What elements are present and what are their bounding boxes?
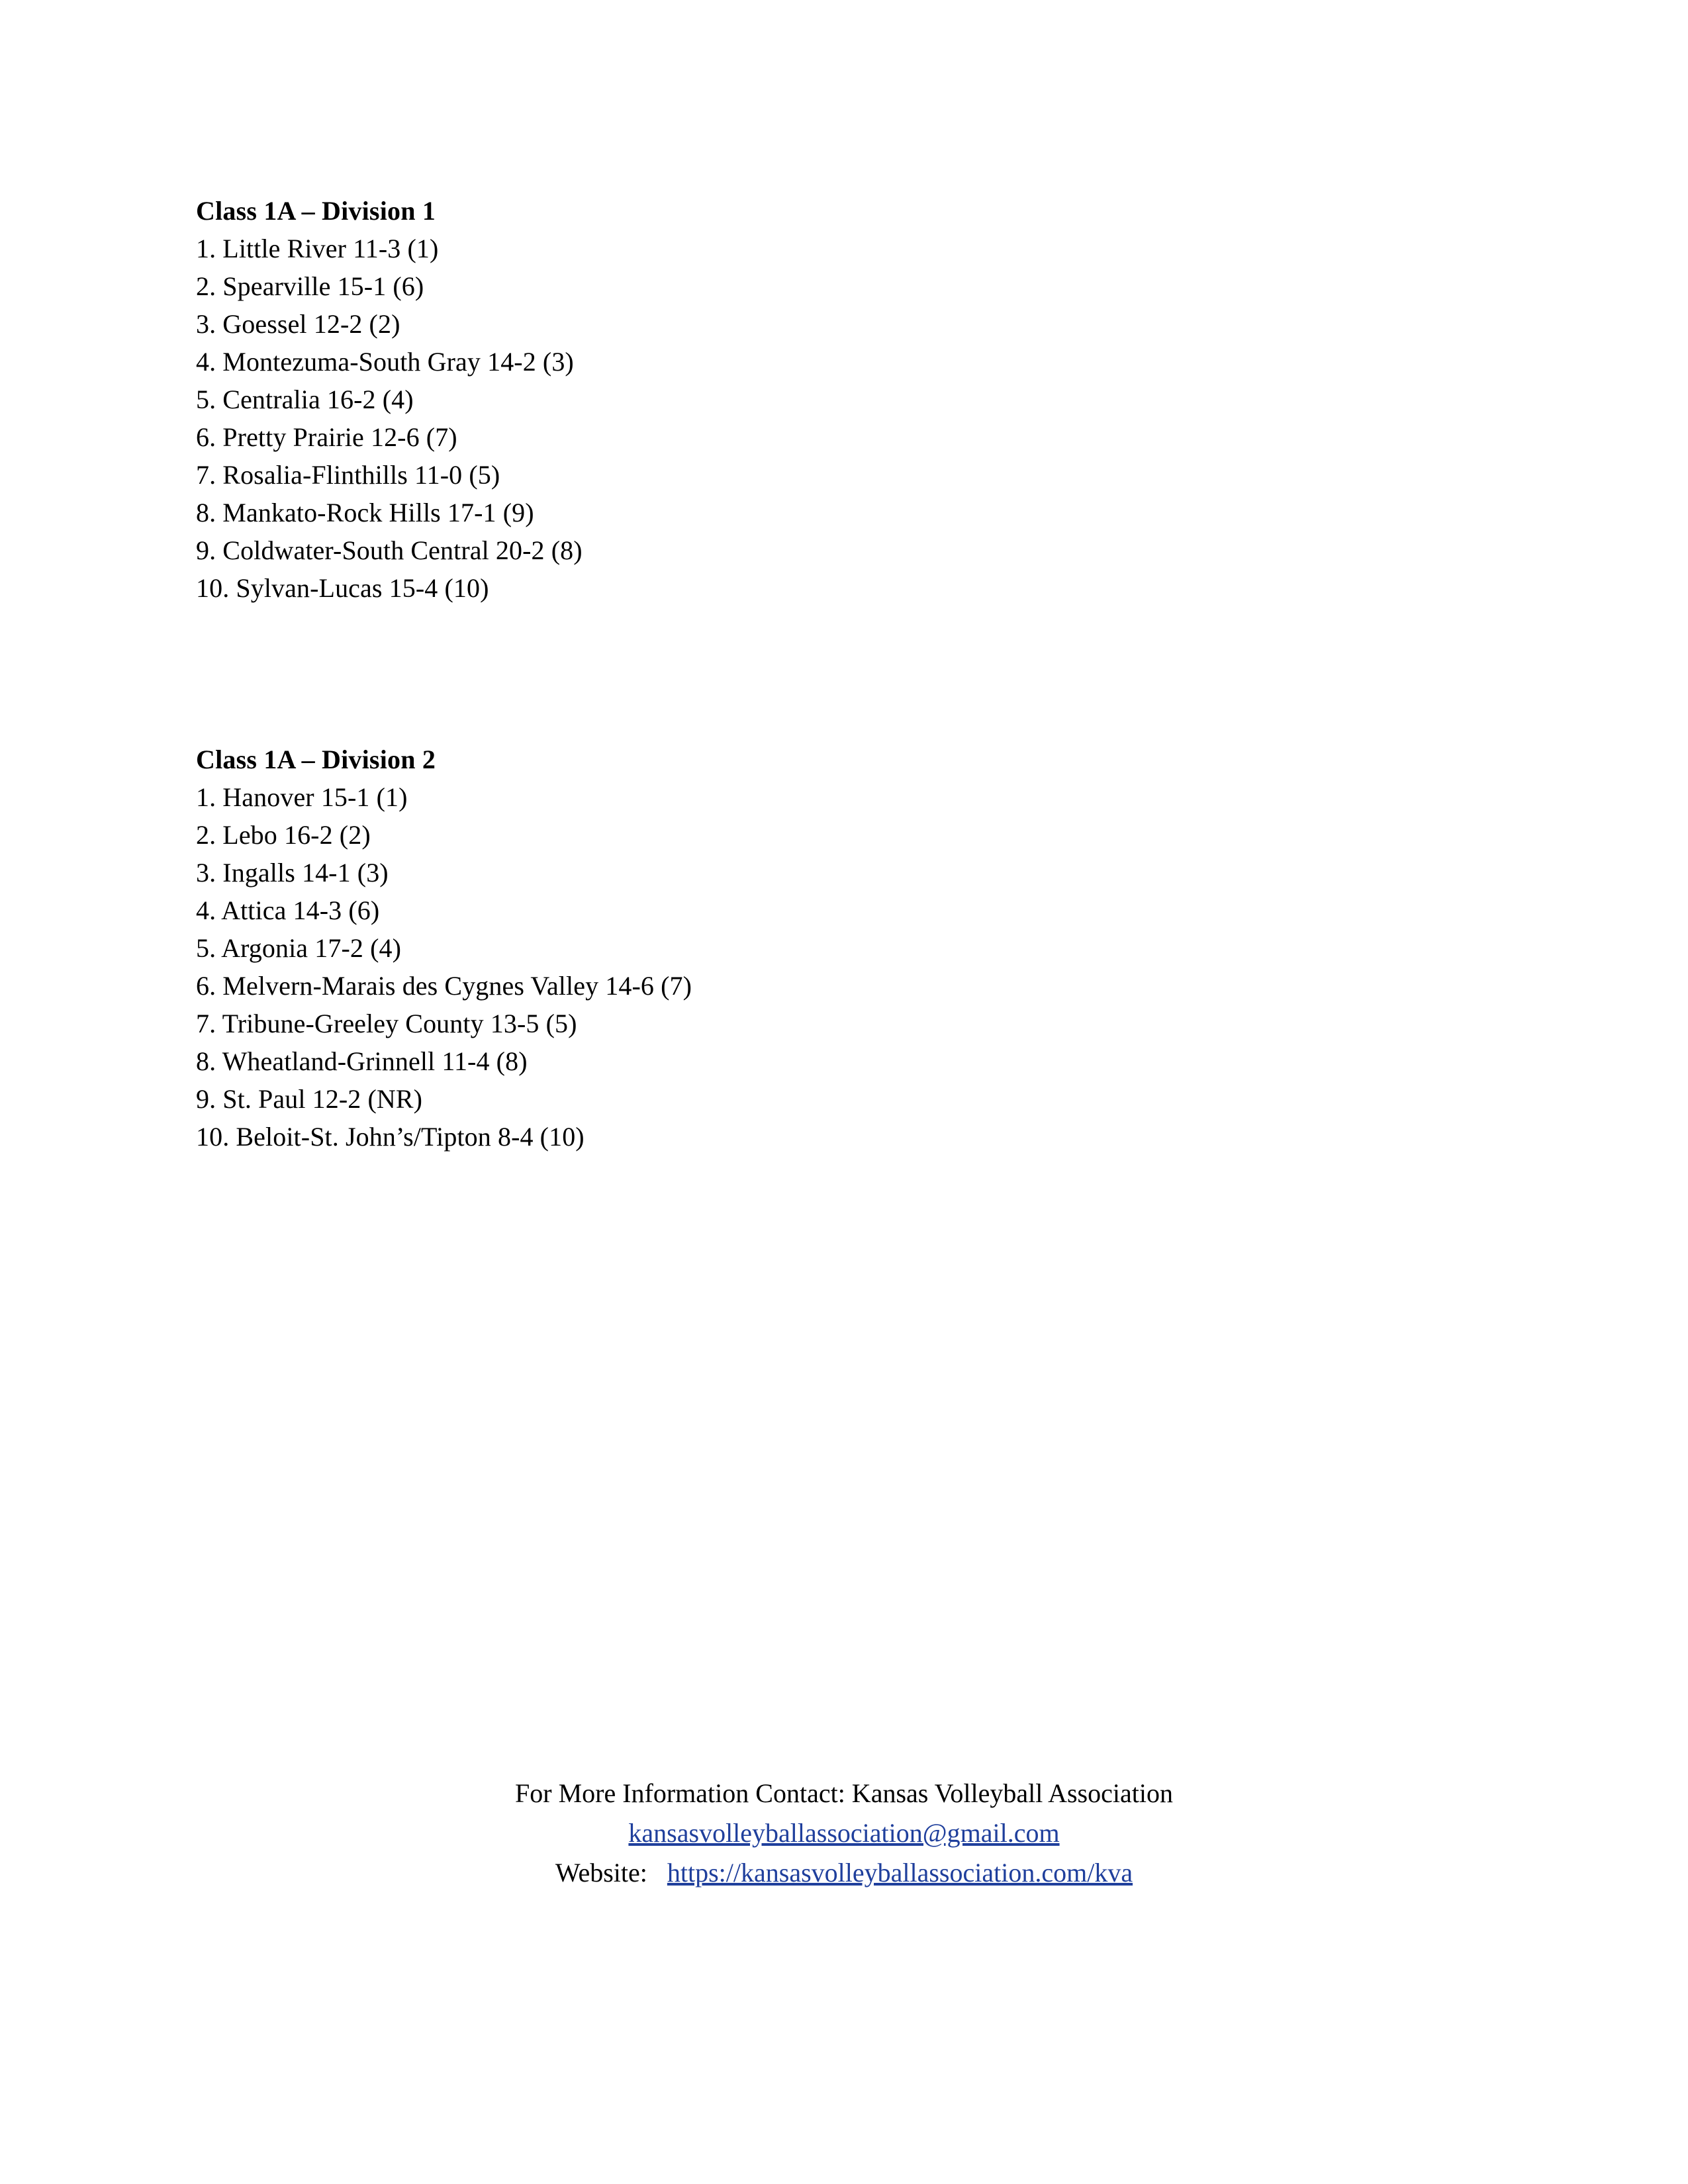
email-line — [0, 1813, 1688, 1853]
section-heading: Class 1A – Division 1 — [196, 196, 436, 226]
ranking-row: 3. Ingalls 14-1 (3) — [196, 858, 389, 887]
section-class-1a-division-1 — [196, 192, 1493, 607]
website-line — [0, 1853, 1688, 1893]
contact-email-link[interactable]: kansasvolleyballassociation@gmail.com — [628, 1818, 1060, 1848]
ranking-row: 1. Hanover 15-1 (1) — [196, 782, 408, 812]
section-spacer — [196, 607, 1493, 741]
ranking-row: 4. Attica 14-3 (6) — [196, 895, 380, 925]
rankings-content — [196, 192, 1493, 1156]
ranking-row: 4. Montezuma-South Gray 14-2 (3) — [196, 347, 574, 377]
ranking-row: 1. Little River 11-3 (1) — [196, 234, 439, 263]
ranking-row: 5. Centralia 16-2 (4) — [196, 385, 414, 414]
ranking-row: 2. Lebo 16-2 (2) — [196, 820, 371, 850]
ranking-row: 8. Mankato-Rock Hills 17-1 (9) — [196, 498, 534, 527]
ranking-row: 6. Pretty Prairie 12-6 (7) — [196, 422, 457, 452]
ranking-row: 3. Goessel 12-2 (2) — [196, 309, 400, 339]
ranking-row: 7. Rosalia-Flinthills 11-0 (5) — [196, 460, 500, 490]
ranking-row: 2. Spearville 15-1 (6) — [196, 271, 424, 301]
ranking-row: 9. Coldwater-South Central 20-2 (8) — [196, 535, 583, 565]
ranking-row: 9. St. Paul 12-2 (NR) — [196, 1084, 423, 1114]
section-class-1a-division-2 — [196, 741, 1493, 1156]
website-link[interactable]: https://kansasvolleyballassociation.com/kva — [667, 1858, 1133, 1888]
section-heading: Class 1A – Division 2 — [196, 745, 436, 774]
ranking-row: 7. Tribune-Greeley County 13-5 (5) — [196, 1009, 577, 1038]
ranking-row: 10. Beloit-St. John’s/Tipton 8-4 (10) — [196, 1122, 585, 1152]
website-label: Website: — [555, 1858, 647, 1888]
ranking-row: 5. Argonia 17-2 (4) — [196, 933, 402, 963]
ranking-row: 6. Melvern-Marais des Cygnes Valley 14-6 (7) — [196, 971, 692, 1001]
ranking-row: 10. Sylvan-Lucas 15-4 (10) — [196, 573, 489, 603]
contact-line: For More Information Contact: Kansas Volleyball Association — [515, 1778, 1173, 1808]
document-footer — [0, 1774, 1688, 1893]
ranking-row: 8. Wheatland-Grinnell 11-4 (8) — [196, 1046, 528, 1076]
